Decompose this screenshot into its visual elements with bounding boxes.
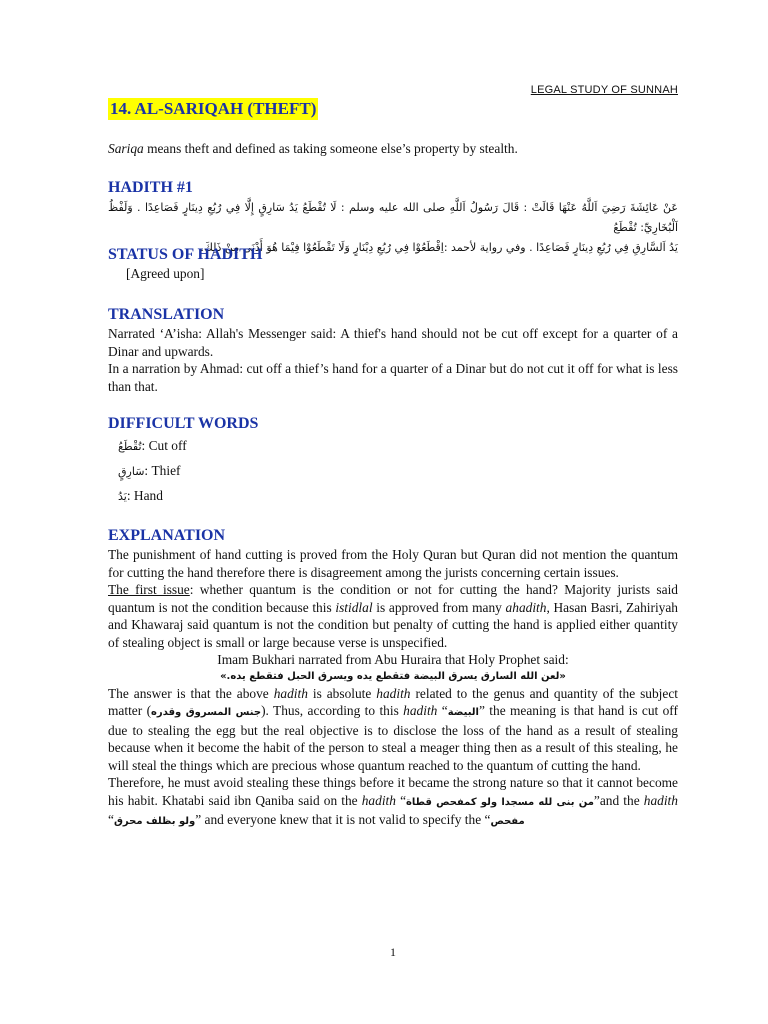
status-section — [108, 245, 678, 283]
italic-term: hadith — [403, 703, 438, 718]
word-meaning: : Hand — [126, 488, 163, 503]
word-meaning: : Cut off — [141, 438, 187, 453]
word-arabic: سَارِقٍ — [118, 465, 145, 478]
text-run: ” and everyone knew that it is not valid to specify the “ — [195, 812, 491, 827]
text-run: is absolute — [307, 685, 377, 701]
difficult-words-heading: DIFFICULT WORDS — [108, 415, 259, 432]
explanation-heading: EXPLANATION — [108, 527, 226, 544]
italic-term: hadith — [376, 685, 411, 701]
explanation-para-1: The punishment of hand cutting is proved from the Holy Quran but Quran did not mention the quantum for cutting the hand therefore there is disagreement among the jurists concerning certain issues. — [108, 547, 678, 580]
explanation-section — [108, 526, 678, 831]
italic-term: hadith — [643, 792, 678, 808]
text-run: The answer is that the above — [108, 685, 274, 701]
word-item — [108, 434, 678, 459]
italic-term: hadith — [273, 685, 308, 701]
translation-heading: TRANSLATION — [108, 306, 225, 323]
explanation-para-4 — [108, 774, 678, 831]
bukhari-line: Imam Bukhari narrated from Abu Huraira that Holy Prophet said: — [217, 652, 569, 667]
running-header: LEGAL STUDY OF SUNNAH — [530, 84, 678, 96]
text-run: ”and the — [593, 792, 644, 808]
text-run: “ — [395, 792, 407, 808]
text-run: is approved from many — [372, 599, 506, 615]
text-run: related to the genus and quantity of the subject matter ( — [108, 685, 679, 718]
hadith-arabic-line-1: عَنْ عَائِشَةَ رَضِيَ اَللَّهُ عَنْهَا قَالَتْ : قَالَ رَسُولُ اَللَّهِ صلى الله عليه وسلم : لَا تُقْطَعُ يَدُ سَارِقٍ إِلَّا فِي رُبُعِ دِينَارٍ فَصَاعِدًا . وَلَفْظُ اَلْبُخَارِيِّ: تُقْطَعُ — [108, 201, 678, 234]
translation-para-1: Narrated ‘A’isha: Allah's Messenger said: A thief's hand should not be cut off except for a quarter of a Dinar and upwards. — [108, 326, 678, 359]
translation-para-2: In a narration by Ahmad: cut off a thief’s hand for a quarter of a Dinar but do not cut it off for what is less than that. — [108, 361, 678, 394]
intro-rest: means theft and defined as taking someone else’s property by stealth. — [143, 141, 518, 156]
difficult-words-section — [108, 414, 678, 509]
hadith-heading: HADITH #1 — [108, 179, 193, 196]
italic-term: hadith — [361, 792, 396, 808]
arabic-inline: البيضة — [447, 707, 479, 718]
document-page — [108, 0, 678, 1024]
arabic-inline: مفحص — [490, 816, 525, 827]
arabic-inline: من بنى لله مسجدا ولو كمفحص — [436, 796, 594, 808]
explanation-para-3 — [108, 685, 678, 775]
text-run: “ — [437, 703, 448, 718]
word-meaning: : Thief — [144, 463, 181, 478]
text-run: Therefore, he must avoid stealing these things before it became the strong nature so that it cannot become his habit. Khatabi said ibn Qaniba said on the — [108, 775, 678, 808]
arabic-inline: قطاة — [406, 796, 432, 808]
first-issue-label: The first issue — [108, 582, 190, 597]
text-run: “ — [108, 812, 114, 827]
bukhari-arabic: «لعن الله السارق يسرق البيضة فتقطع يده ويسرق الحبل فتقطع يده.» — [220, 670, 566, 682]
arabic-inline: جنس المسروق وقدره — [151, 707, 262, 718]
text-run: : whether quantum is the condition or not for cutting the hand? Majority jurists said quantum is not the condition because this — [108, 582, 678, 615]
word-item — [108, 484, 678, 509]
word-arabic: تُقْطَعُ — [118, 440, 142, 453]
chapter-title: 14. AL-SARIQAH (THEFT) — [110, 99, 317, 118]
italic-term: istidlal — [335, 599, 373, 615]
word-item — [108, 459, 678, 484]
italic-term: ahadith — [505, 599, 547, 615]
text-run: ” the meaning is that hand is cut off due to stealing the egg but the real objective is to disclose the loss of the hand as a result of stealing because when it become the habit of the person to steal a meager thing then as a result of this stealing, he will steal the things which are precious whose quantum reached to the quantum of cutting the hand. — [108, 703, 678, 773]
text-run: , Hasan Basri, Zahiriyah and Khawaraj said quantum is not the condition but penalty of cutting the hand is applied either quantity of stealing object is small or large because verse is unspecified. — [108, 599, 678, 650]
arabic-inline: ولو بظلف محرق — [113, 816, 196, 827]
hadith-arabic-line-2: يَدُ اَلسَّارِقِ فِي رُبُعِ دِينَارٍ فَصَاعِدًا . وفي رواية لأحمد :اِقْطَعُوْا فِي رُبُعِ دِيْنَارٍ وَلَا تَقْطَعُوْا فِيْمَا هُوَ أَدْنَى مِنْ ذَلِكَ. — [200, 241, 678, 254]
translation-section — [108, 305, 678, 395]
text-run: ). Thus, according to this — [261, 703, 404, 718]
explanation-para-2 — [108, 581, 678, 651]
page-number: 1 — [390, 945, 396, 959]
intro-paragraph — [108, 140, 678, 158]
status-value: [Agreed upon] — [126, 266, 205, 281]
word-arabic: يَدُ — [118, 490, 127, 503]
intro-term: Sariqa — [108, 141, 144, 156]
status-heading: STATUS OF HADITH — [108, 246, 263, 263]
